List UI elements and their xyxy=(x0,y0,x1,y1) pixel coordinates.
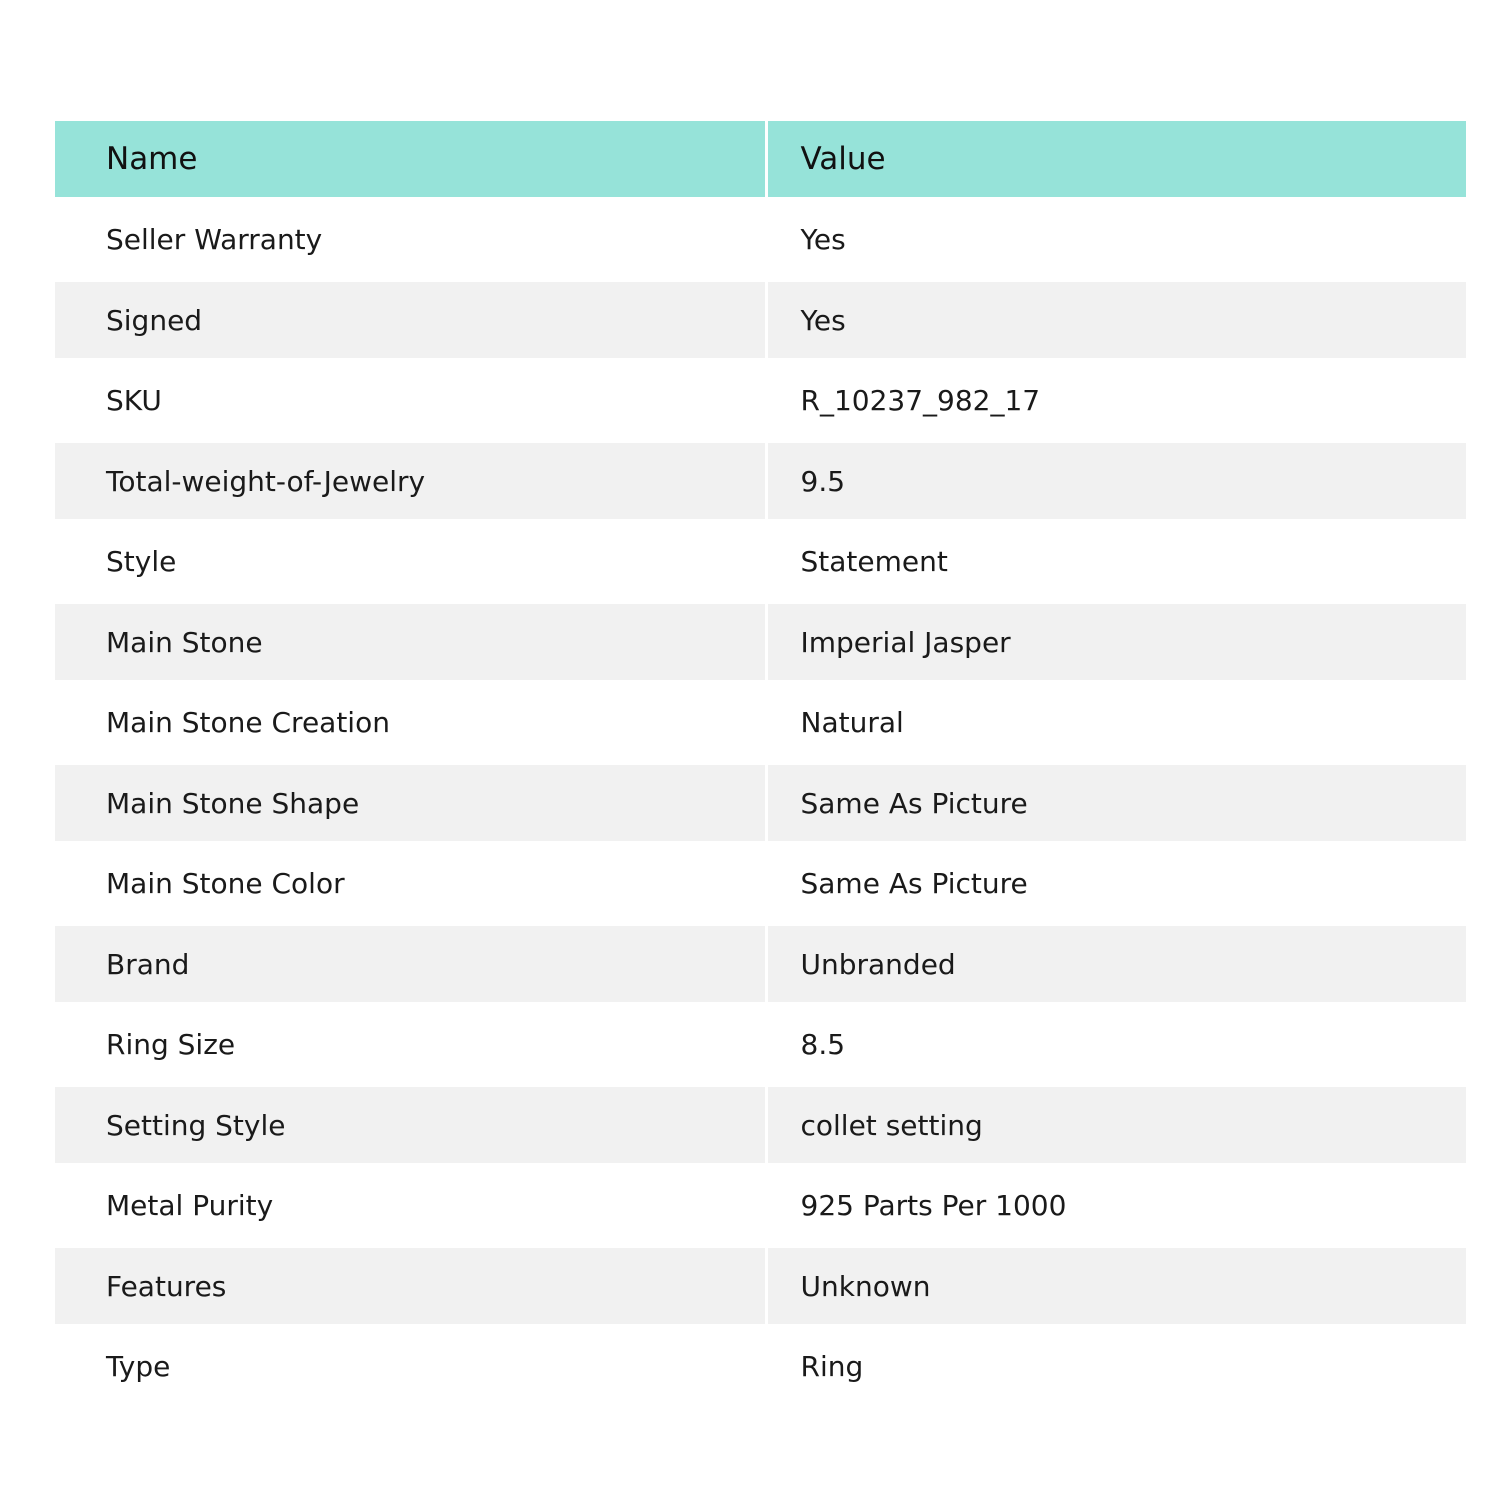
row-value-cell: Statement xyxy=(766,519,1466,604)
row-name-cell: Signed xyxy=(55,282,766,358)
row-name-cell: Main Stone xyxy=(55,604,766,680)
row-value-cell: Yes xyxy=(766,282,1466,358)
column-header-value: Value xyxy=(766,121,1466,197)
table-row xyxy=(55,1087,1466,1163)
table-row xyxy=(55,680,1466,765)
row-value-cell: Unbranded xyxy=(766,926,1466,1002)
table-row xyxy=(55,765,1466,841)
row-name-cell: Main Stone Shape xyxy=(55,765,766,841)
table-body xyxy=(55,197,1466,1409)
row-name-cell: Total-weight-of-Jewelry xyxy=(55,443,766,519)
row-value-cell: Imperial Jasper xyxy=(766,604,1466,680)
row-name-cell: Type xyxy=(55,1324,766,1409)
row-name-cell: SKU xyxy=(55,358,766,443)
table-row xyxy=(55,443,1466,519)
row-name-cell: Main Stone Creation xyxy=(55,680,766,765)
row-name-cell: Seller Warranty xyxy=(55,197,766,282)
row-value-cell: Same As Picture xyxy=(766,841,1466,926)
row-value-cell: collet setting xyxy=(766,1087,1466,1163)
row-value-cell: Ring xyxy=(766,1324,1466,1409)
table-row xyxy=(55,841,1466,926)
row-value-cell: 8.5 xyxy=(766,1002,1466,1087)
row-value-cell: 9.5 xyxy=(766,443,1466,519)
row-name-cell: Ring Size xyxy=(55,1002,766,1087)
table-row xyxy=(55,282,1466,358)
row-value-cell: Natural xyxy=(766,680,1466,765)
row-value-cell: Unknown xyxy=(766,1248,1466,1324)
table-header-row xyxy=(55,121,1466,197)
table-row xyxy=(55,1248,1466,1324)
table-row xyxy=(55,1324,1466,1409)
table-row xyxy=(55,604,1466,680)
row-name-cell: Setting Style xyxy=(55,1087,766,1163)
row-name-cell: Features xyxy=(55,1248,766,1324)
table-row xyxy=(55,358,1466,443)
row-name-cell: Style xyxy=(55,519,766,604)
row-value-cell: Yes xyxy=(766,197,1466,282)
row-name-cell: Metal Purity xyxy=(55,1163,766,1248)
column-header-name: Name xyxy=(55,121,766,197)
table-row xyxy=(55,197,1466,282)
table-row xyxy=(55,519,1466,604)
row-value-cell: Same As Picture xyxy=(766,765,1466,841)
row-value-cell: R_10237_982_17 xyxy=(766,358,1466,443)
specifications-table-container xyxy=(55,121,1466,1409)
specifications-table xyxy=(55,121,1466,1409)
row-name-cell: Brand xyxy=(55,926,766,1002)
row-value-cell: 925 Parts Per 1000 xyxy=(766,1163,1466,1248)
table-row xyxy=(55,1163,1466,1248)
table-row xyxy=(55,1002,1466,1087)
table-header xyxy=(55,121,1466,197)
table-row xyxy=(55,926,1466,1002)
row-name-cell: Main Stone Color xyxy=(55,841,766,926)
